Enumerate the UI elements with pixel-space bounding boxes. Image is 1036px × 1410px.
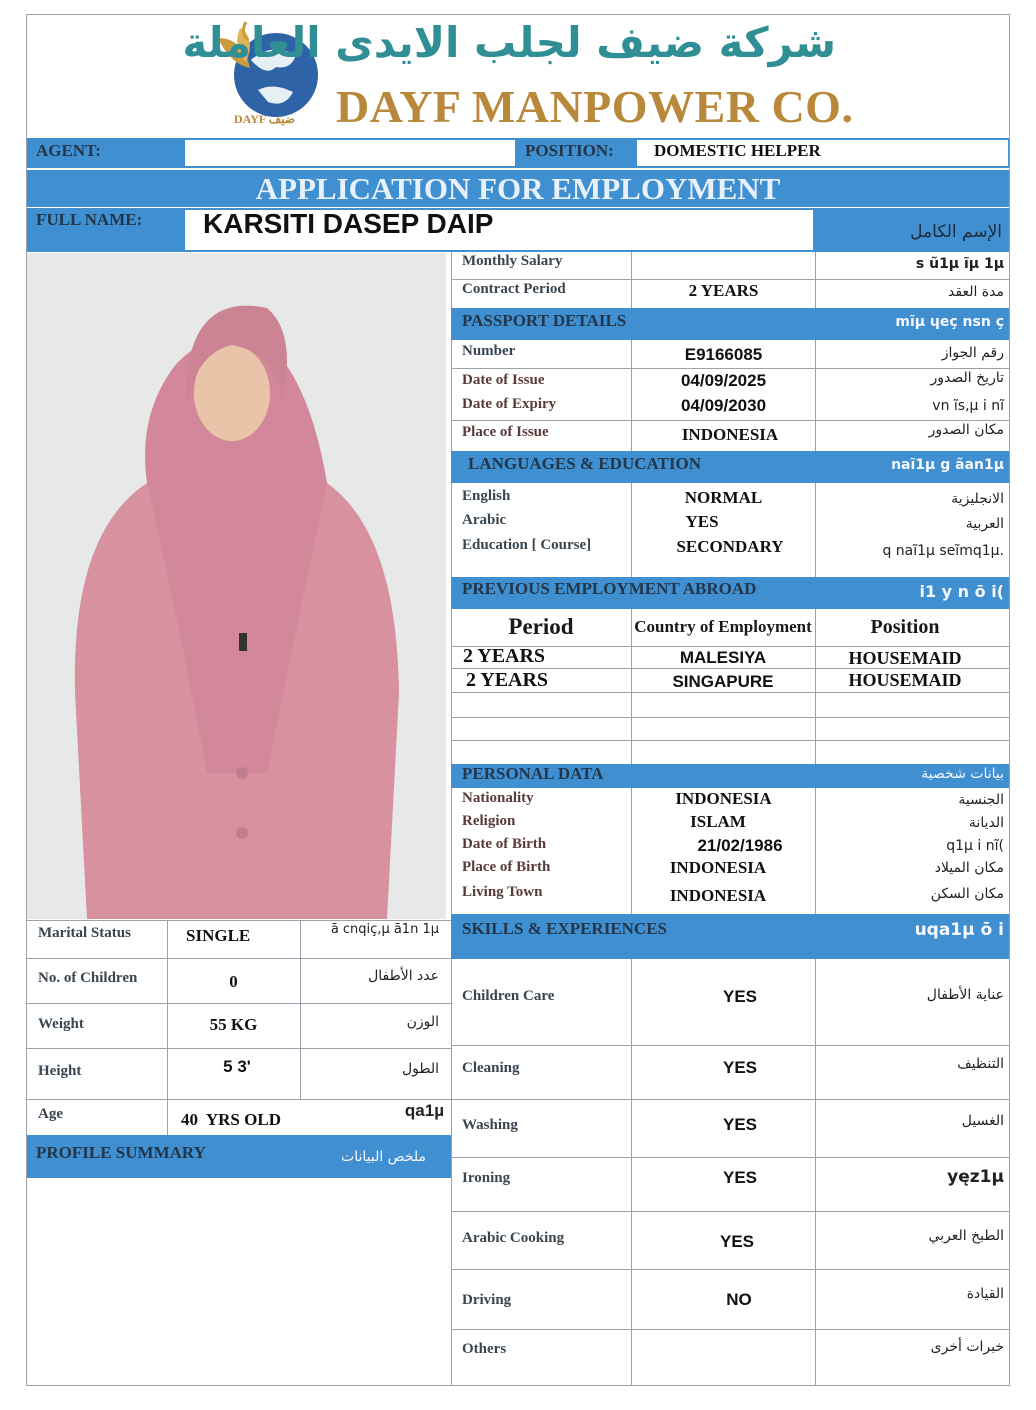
row-line	[451, 1157, 1009, 1158]
prev-row1-country: MALESIYA	[679, 648, 767, 667]
row-line	[27, 958, 451, 959]
english-value: NORMAL	[684, 488, 763, 507]
children-arabic: عدد الأطفال	[368, 968, 439, 984]
driving-arabic: القيادة	[966, 1286, 1004, 1302]
row-line	[451, 740, 1009, 741]
logo-caption: DAYF ضيف	[234, 112, 296, 126]
previous-title: PREVIOUS EMPLOYMENT ABROAD	[462, 579, 757, 598]
prev-row1-period: 2 YEARS	[463, 645, 546, 667]
arabic-arabic: العربية	[965, 516, 1004, 532]
dob-arabic: )q1µ i nĩ	[946, 838, 1004, 854]
issue-place-label: Place of Issue	[462, 424, 549, 440]
profile-summary-area[interactable]	[28, 1178, 451, 1385]
issue-place-arabic: مكان الصدور	[928, 422, 1004, 438]
marital-arabic: ā cnqiç,µ ā1n 1µ	[330, 922, 439, 937]
row-line	[451, 1099, 1009, 1100]
education-arabic: .q naĩ1µ seĩmq1µ	[882, 543, 1004, 559]
education-value: SECONDARY	[676, 537, 784, 556]
company-name-english: DAYF MANPOWER CO.	[336, 81, 854, 132]
contract-period-label: Contract Period	[462, 281, 566, 297]
monthly-salary-arabic: s ũ1µ ĩµ 1µ	[915, 256, 1004, 272]
skills-title: SKILLS & EXPERIENCES	[462, 919, 668, 938]
height-arabic: الطول	[401, 1061, 439, 1077]
row-line	[27, 1099, 451, 1100]
living-town-arabic: مكان السكن	[930, 886, 1004, 902]
period-header: Period	[508, 614, 574, 639]
profile-arabic: ملخص البيانات	[341, 1149, 426, 1165]
religion-arabic: الديانة	[968, 815, 1004, 831]
weight-arabic: الوزن	[406, 1014, 439, 1030]
marital-value: SINGLE	[186, 926, 251, 945]
arabic-label: Arabic	[462, 512, 507, 528]
company-name-arabic: شركة ضيف لجلب الايدى العاملة	[182, 18, 836, 67]
washing-label: Washing	[462, 1117, 518, 1133]
position-header: Position	[870, 616, 940, 638]
age-label: Age	[38, 1106, 63, 1122]
expiry-date-value: 04/09/2030	[680, 396, 767, 415]
children-care-label: Children Care	[462, 988, 555, 1004]
arabic-value: YES	[685, 512, 719, 531]
expiry-date-arabic: vn ĩs,µ i nĩ	[932, 398, 1004, 414]
row-line	[27, 1048, 451, 1049]
cleaning-value: YES	[722, 1058, 758, 1077]
row-line	[27, 920, 451, 921]
marital-label: Marital Status	[38, 925, 131, 941]
english-label: English	[462, 488, 511, 504]
languages-title: LANGUAGES & EDUCATION	[468, 454, 701, 473]
issue-date-arabic: تاريخ الصدور	[930, 370, 1004, 386]
dob-label: Date of Birth	[462, 836, 547, 852]
position-value: DOMESTIC HELPER	[654, 141, 821, 160]
agent-value-field[interactable]	[185, 140, 515, 166]
passport-number-value: E9166085	[684, 345, 763, 364]
height-label: Height	[38, 1063, 82, 1079]
prev-row2-period: 2 YEARS	[466, 669, 549, 691]
age-value: 40 YRS OLD	[181, 1110, 281, 1129]
row-line	[451, 1045, 1009, 1046]
children-value: 0	[229, 972, 238, 991]
prev-row2-position: HOUSEMAID	[848, 670, 962, 690]
passport-number-arabic: رقم الجواز	[941, 345, 1004, 361]
fullname-arabic: الإسم الكامل	[910, 222, 1002, 242]
ironing-arabic: yęz1µ	[947, 1167, 1004, 1187]
living-town-value: INDONESIA	[669, 886, 767, 905]
personal-title: PERSONAL DATA	[462, 764, 604, 783]
agent-label: AGENT:	[36, 141, 101, 160]
col-sep-1	[451, 252, 452, 1386]
cleaning-arabic: التنظيف	[957, 1056, 1004, 1072]
living-town-label: Living Town	[462, 884, 543, 900]
english-arabic: الانجليزية	[951, 491, 1004, 507]
age-arabic: qa1µ	[404, 1101, 444, 1120]
driving-value: NO	[726, 1290, 752, 1309]
others-label: Others	[462, 1341, 507, 1357]
others-arabic: خبرات أخرى	[930, 1339, 1004, 1355]
passport-number-label: Number	[462, 343, 516, 359]
country-header: Country of Employment	[634, 617, 812, 636]
monthly-salary-label: Monthly Salary	[462, 253, 563, 269]
driving-label: Driving	[462, 1292, 512, 1308]
row-line	[451, 1329, 1009, 1330]
washing-value: YES	[722, 1115, 758, 1134]
languages-arabic: naĩ1µ g ãan1µ	[891, 457, 1004, 473]
weight-value: 55 KG	[209, 1015, 258, 1034]
religion-label: Religion	[462, 813, 516, 829]
ironing-value: YES	[722, 1168, 758, 1187]
arabic-cooking-arabic: الطبخ العربي	[928, 1228, 1004, 1244]
passport-title: PASSPORT DETAILS	[462, 311, 627, 330]
row-line	[451, 717, 1009, 718]
arabic-cooking-value: YES	[719, 1232, 755, 1251]
previous-arabic: )i1 y n ō i	[919, 582, 1004, 601]
applicant-photo	[27, 253, 446, 919]
profile-title: PROFILE SUMMARY	[36, 1143, 206, 1162]
prev-row2-country: SINGAPURE	[672, 672, 774, 691]
education-label: Education [ Course]	[462, 537, 592, 553]
col-sep-3	[815, 252, 816, 1386]
dob-value: 21/02/1986	[697, 836, 783, 855]
religion-value: ISLAM	[690, 812, 746, 831]
nationality-label: Nationality	[462, 790, 534, 806]
pob-value: INDONESIA	[669, 858, 767, 877]
row-line	[451, 692, 1009, 693]
fullname-value: KARSITI DASEP DAIP	[203, 208, 494, 239]
nationality-arabic: الجنسية	[958, 792, 1004, 808]
cleaning-label: Cleaning	[462, 1060, 520, 1076]
row-line	[451, 1269, 1009, 1270]
fullname-label: FULL NAME:	[36, 210, 143, 229]
arabic-cooking-label: Arabic Cooking	[462, 1230, 565, 1246]
height-value: 5 3'	[223, 1057, 251, 1076]
personal-arabic: بيانات شخصية	[921, 766, 1004, 782]
contract-period-value: 2 YEARS	[688, 281, 759, 300]
expiry-date-label: Date of Expiry	[462, 396, 557, 412]
children-care-value: YES	[722, 987, 758, 1006]
pob-arabic: مكان الميلاد	[934, 860, 1004, 876]
issue-date-value: 04/09/2025	[680, 371, 767, 390]
pob-label: Place of Birth	[462, 859, 551, 875]
weight-label: Weight	[38, 1016, 84, 1032]
row-line	[27, 1003, 451, 1004]
row-line	[451, 420, 1009, 421]
row-line	[451, 279, 1009, 280]
children-care-arabic: عناية الأطفال	[926, 987, 1004, 1003]
children-label: No. of Children	[38, 970, 138, 986]
form-title: APPLICATION FOR EMPLOYMENT	[255, 171, 781, 206]
row-line	[451, 368, 1009, 369]
contract-period-arabic: مدة العقد	[948, 284, 1004, 300]
ironing-label: Ironing	[462, 1170, 511, 1186]
prev-row1-position: HOUSEMAID	[848, 648, 962, 668]
nationality-value: INDONESIA	[675, 789, 772, 808]
issue-place-value: INDONESIA	[681, 425, 779, 444]
washing-arabic: الغسيل	[961, 1113, 1004, 1129]
person-photo-icon	[27, 253, 446, 919]
issue-date-label: Date of Issue	[462, 372, 545, 388]
position-label: POSITION:	[525, 141, 614, 160]
passport-arabic: mĩµ ɥeç nsn ç	[895, 314, 1004, 330]
skills-arabic: uqa1µ ō i	[914, 920, 1004, 940]
row-line	[451, 1211, 1009, 1212]
